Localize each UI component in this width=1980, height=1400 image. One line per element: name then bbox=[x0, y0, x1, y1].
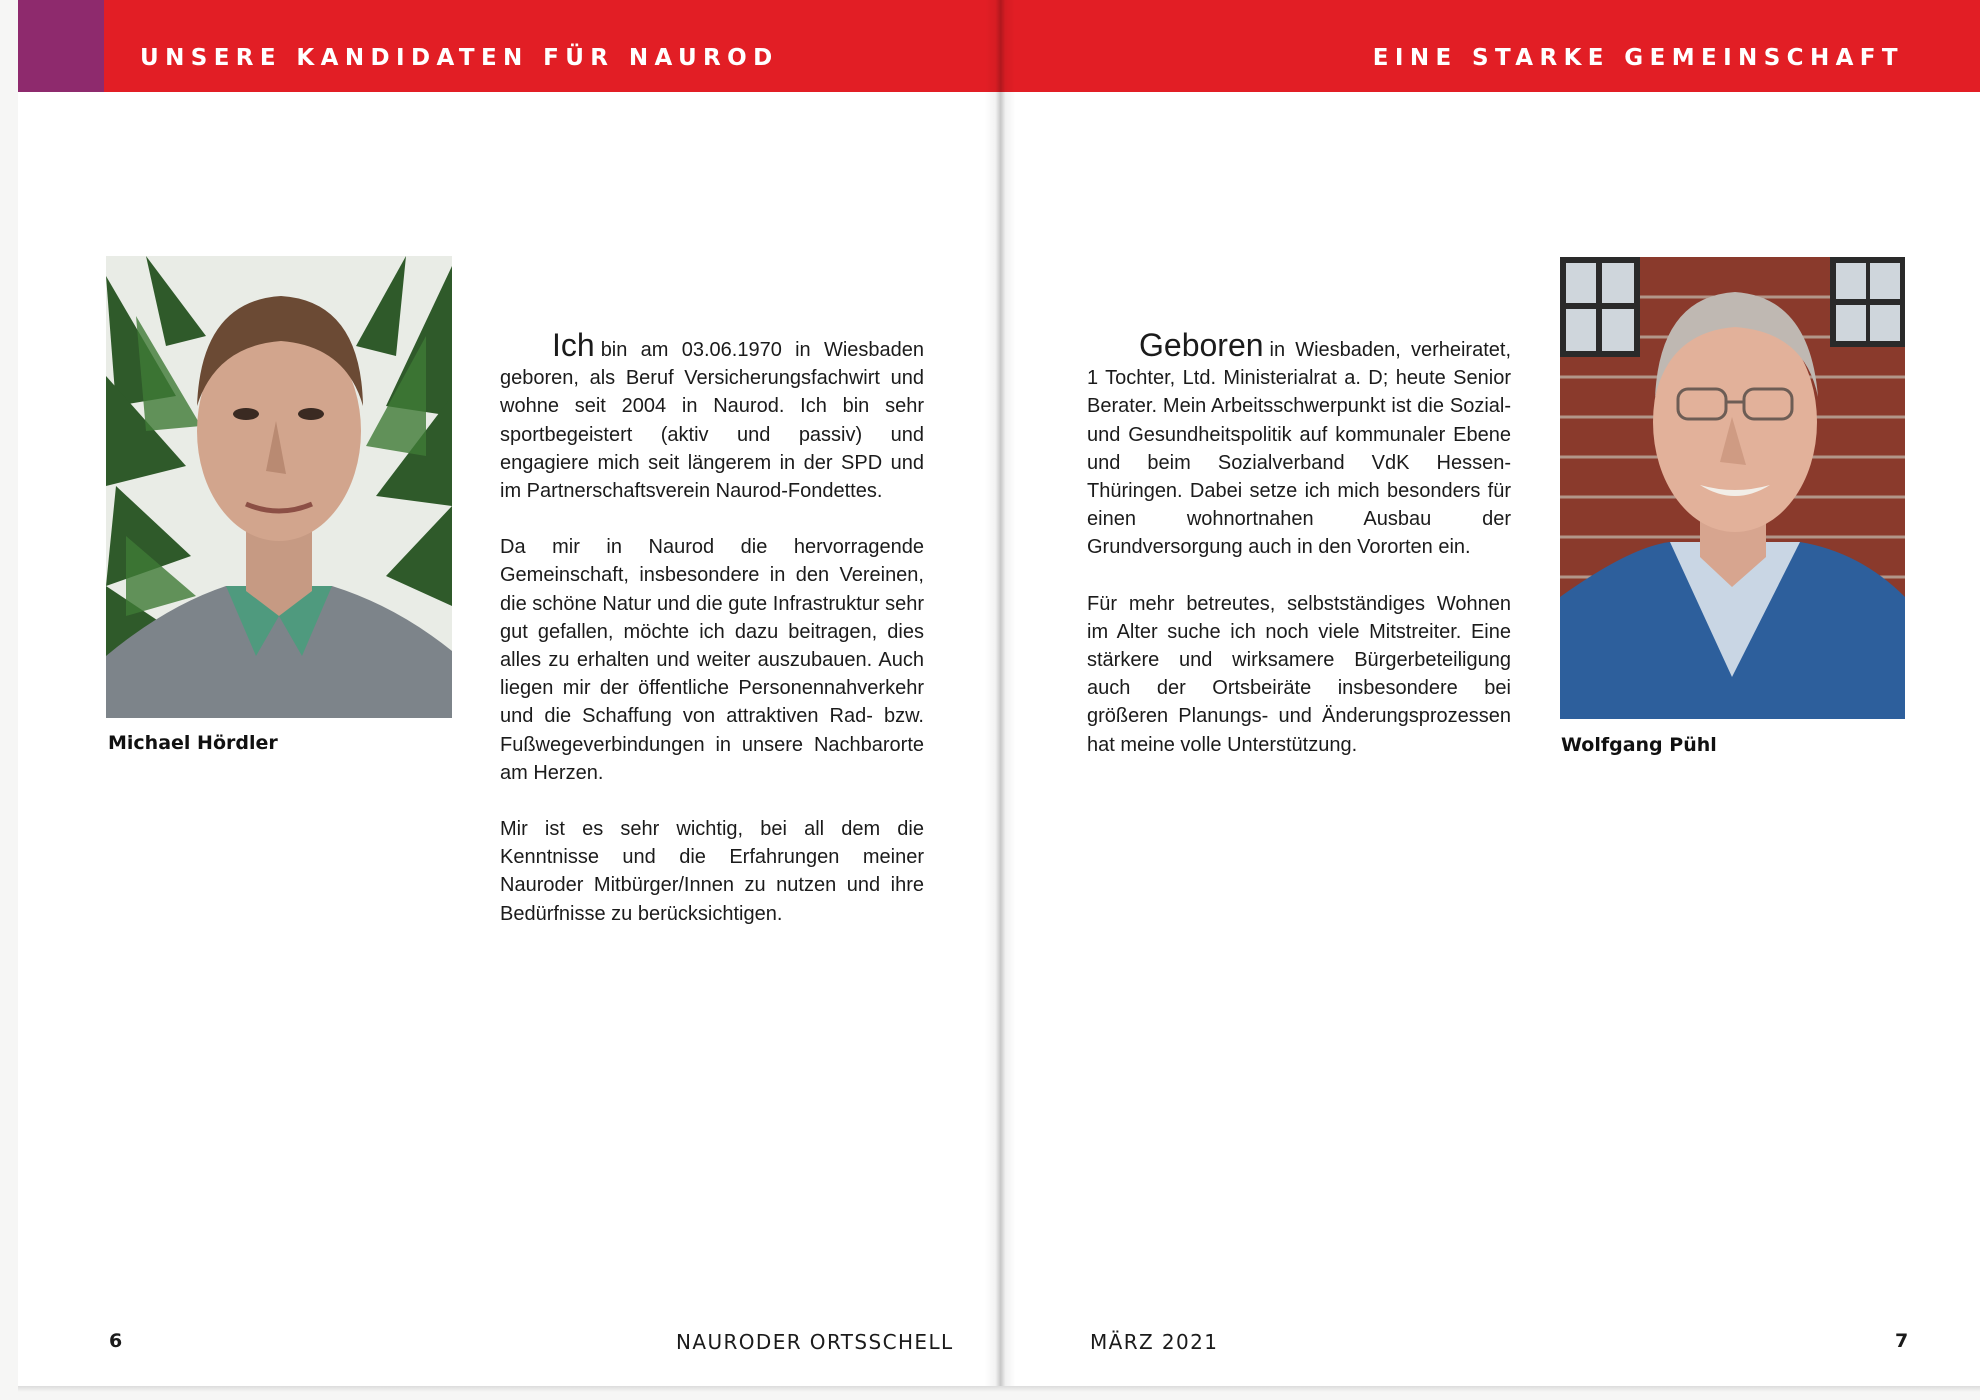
portrait-caption-michael: Michael Hördler bbox=[108, 732, 278, 754]
left-header-title: UNSERE KANDIDATEN FÜR NAUROD bbox=[140, 45, 779, 71]
portrait-photo-michael bbox=[106, 256, 452, 718]
right-page-number: 7 bbox=[1895, 1330, 1909, 1352]
right-article-body bbox=[1087, 327, 1511, 787]
left-lead-word: Ich bbox=[552, 327, 595, 363]
left-paragraph-1 bbox=[500, 327, 924, 505]
right-paragraph-1 bbox=[1087, 327, 1511, 562]
right-header-title: EINE STARKE GEMEINSCHAFT bbox=[1372, 45, 1904, 71]
left-page-number: 6 bbox=[109, 1330, 123, 1352]
right-paragraph-1-text: in Wiesbaden, verheiratet, 1 Tochter, Ltd. Ministerialrat a. D; heute Senior Berater. Mein Arbeitsschwerpunkt ist die Sozial- und Gesundheitspolitik auf kommunaler Ebene und beim Sozialverband VdK Hessen-Thüringen. Dabei setze ich mich besonders für einen wohnortnahen Ausbau der Grundversorgung auch in den Vororten ein. bbox=[1087, 339, 1511, 559]
right-lead-word: Geboren bbox=[1139, 327, 1264, 363]
portrait-caption-wolfgang: Wolfgang Pühl bbox=[1561, 734, 1717, 756]
header-accent-bar bbox=[18, 0, 104, 92]
page-bottom-edge bbox=[18, 1386, 1980, 1392]
magazine-name: NAURODER ORTSSCHELL bbox=[676, 1330, 954, 1354]
portrait-photo-wolfgang bbox=[1560, 257, 1905, 719]
portrait-illustration bbox=[106, 256, 452, 718]
portrait-illustration bbox=[1560, 257, 1905, 719]
spine-gutter bbox=[985, 0, 1015, 1392]
left-article-body bbox=[500, 327, 924, 956]
issue-date: MÄRZ 2021 bbox=[1090, 1330, 1219, 1354]
left-paragraph-1-text: bin am 03.06.1970 in Wiesbaden geboren, als Beruf Versicherungsfachwirt und wohne seit 2004 in Naurod. Ich bin sehr sportbegeistert (aktiv und passiv) und engagiere mich seit längerem in der SPD und im Partnerschaftsverein Naurod-Fondettes. bbox=[500, 339, 924, 503]
left-paragraph-2: Da mir in Naurod die hervorragende Gemeinschaft, insbesondere in den Vereinen, die schöne Natur und die gute Infrastruktur sehr gut gefallen, möchte ich dazu beitragen, dies alles zu erhalten und weiter auszubauen. Auch liegen mir der öffentliche Personennahverkehr und die Schaffung von attraktiven Rad- bzw. Fußwegeverbindungen in unsere Nachbarorte am Herzen. bbox=[500, 536, 924, 784]
right-paragraph-2: Für mehr betreutes, selbstständiges Wohnen im Alter suche ich noch viele Mitstreiter. Eine stärkere und wirksamere Bürgerbeteiligung auch der Ortsbeiräte insbesondere bei größeren Planungs- und Änderungsprozessen hat meine volle Unterstützung. bbox=[1087, 592, 1511, 756]
left-paragraph-3: Mir ist es sehr wichtig, bei all dem die Kenntnisse und die Erfahrungen meiner Nauroder Mitbürger/Innen zu nutzen und ihre Bedürfnisse zu berücksichtigen. bbox=[500, 818, 924, 925]
